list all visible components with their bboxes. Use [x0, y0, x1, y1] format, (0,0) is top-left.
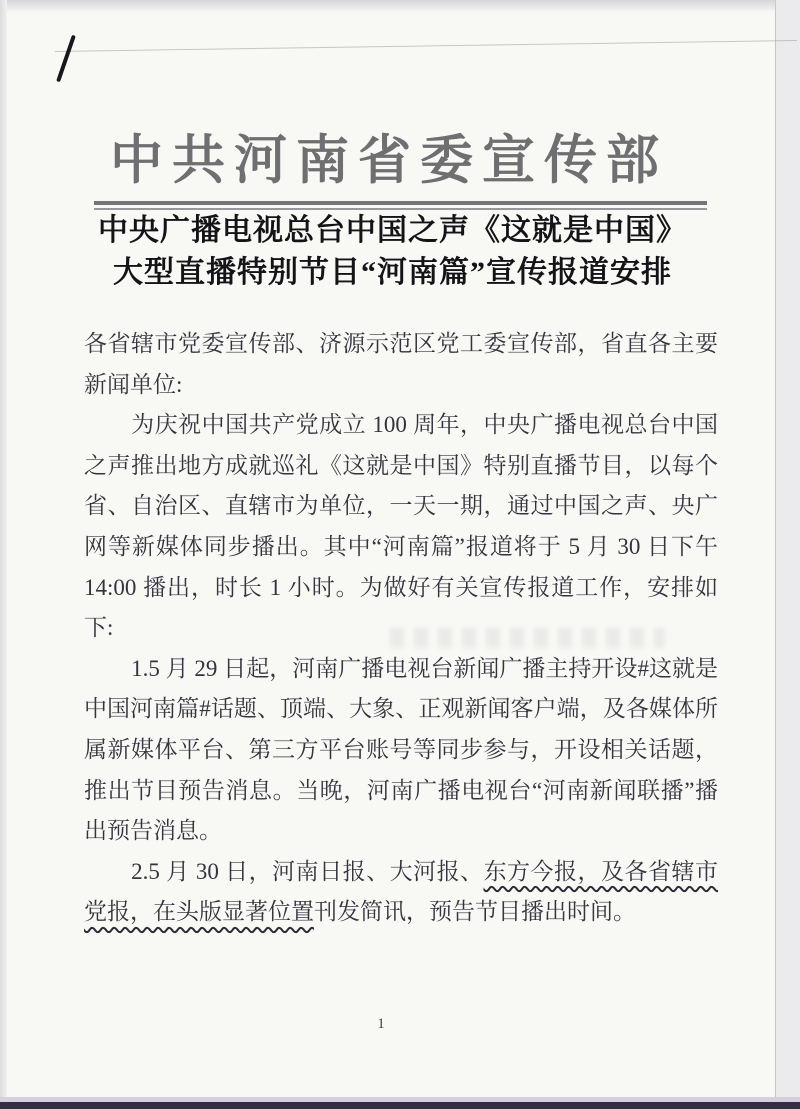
- document-body: [84, 324, 718, 933]
- text-run: 各省辖市党委宣传部、济源示范区党工委宣传部，省直各主要新闻单位:: [84, 331, 718, 397]
- letterhead-divider: [94, 201, 707, 210]
- document-title-line1: 中央广播电视总台中国之声《这就是中国》: [98, 214, 687, 247]
- letterhead-title: 中共河南省委宣传部: [110, 132, 668, 190]
- text-run: 为庆祝中国共产党成立 100 周年，中央广播电视总台中国之声推出地方成就巡礼《这就是中国》特别直播节目，以每个省、自治区、直辖市为单位，一天一期，通过中国之声、央广网等新媒体同步播出。其中“河南篇”报道将于 5 月 30 日下午 14:00 播出，时长 1 小时。为做好有关宣传报道工作，安排如下:: [84, 412, 718, 641]
- underlined-text-run: 东方今报，及各省辖市党报，在头版显著位置: [84, 858, 719, 925]
- scan-edge-bottom-dark: [0, 1102, 800, 1109]
- document-title: [0, 210, 785, 294]
- paragraph: [84, 405, 718, 649]
- paragraph: [84, 852, 718, 933]
- text-run: 1.5 月 29 日起，河南广播电视台新闻广播主持开设#这就是中国河南篇#话题、顶端、大象、正观新闻客户端，及各媒体所属新媒体平台、第三方平台账号等同步参与，开设相关话题，推出节目预告消息。当晚，河南广播电视台“河南新闻联播”播出预告消息。: [84, 655, 718, 844]
- letterhead-divider-thick-line: [94, 201, 707, 205]
- page-number: 1: [377, 1016, 385, 1032]
- document-title-line2: 大型直播特别节目“河南篇”宣传报道安排: [113, 256, 672, 289]
- paragraph: [84, 324, 718, 405]
- paragraph: [84, 649, 718, 852]
- text-run: 2.5 月 30 日，河南日报、大河报、: [131, 858, 484, 884]
- handwritten-slash-mark: [56, 35, 76, 83]
- text-run: 刊发简讯，预告节目播出时间。: [314, 899, 636, 925]
- scan-edge-top: [0, 0, 800, 12]
- scan-edge-right: [775, 0, 800, 1109]
- scan-artifact-line: [55, 40, 797, 52]
